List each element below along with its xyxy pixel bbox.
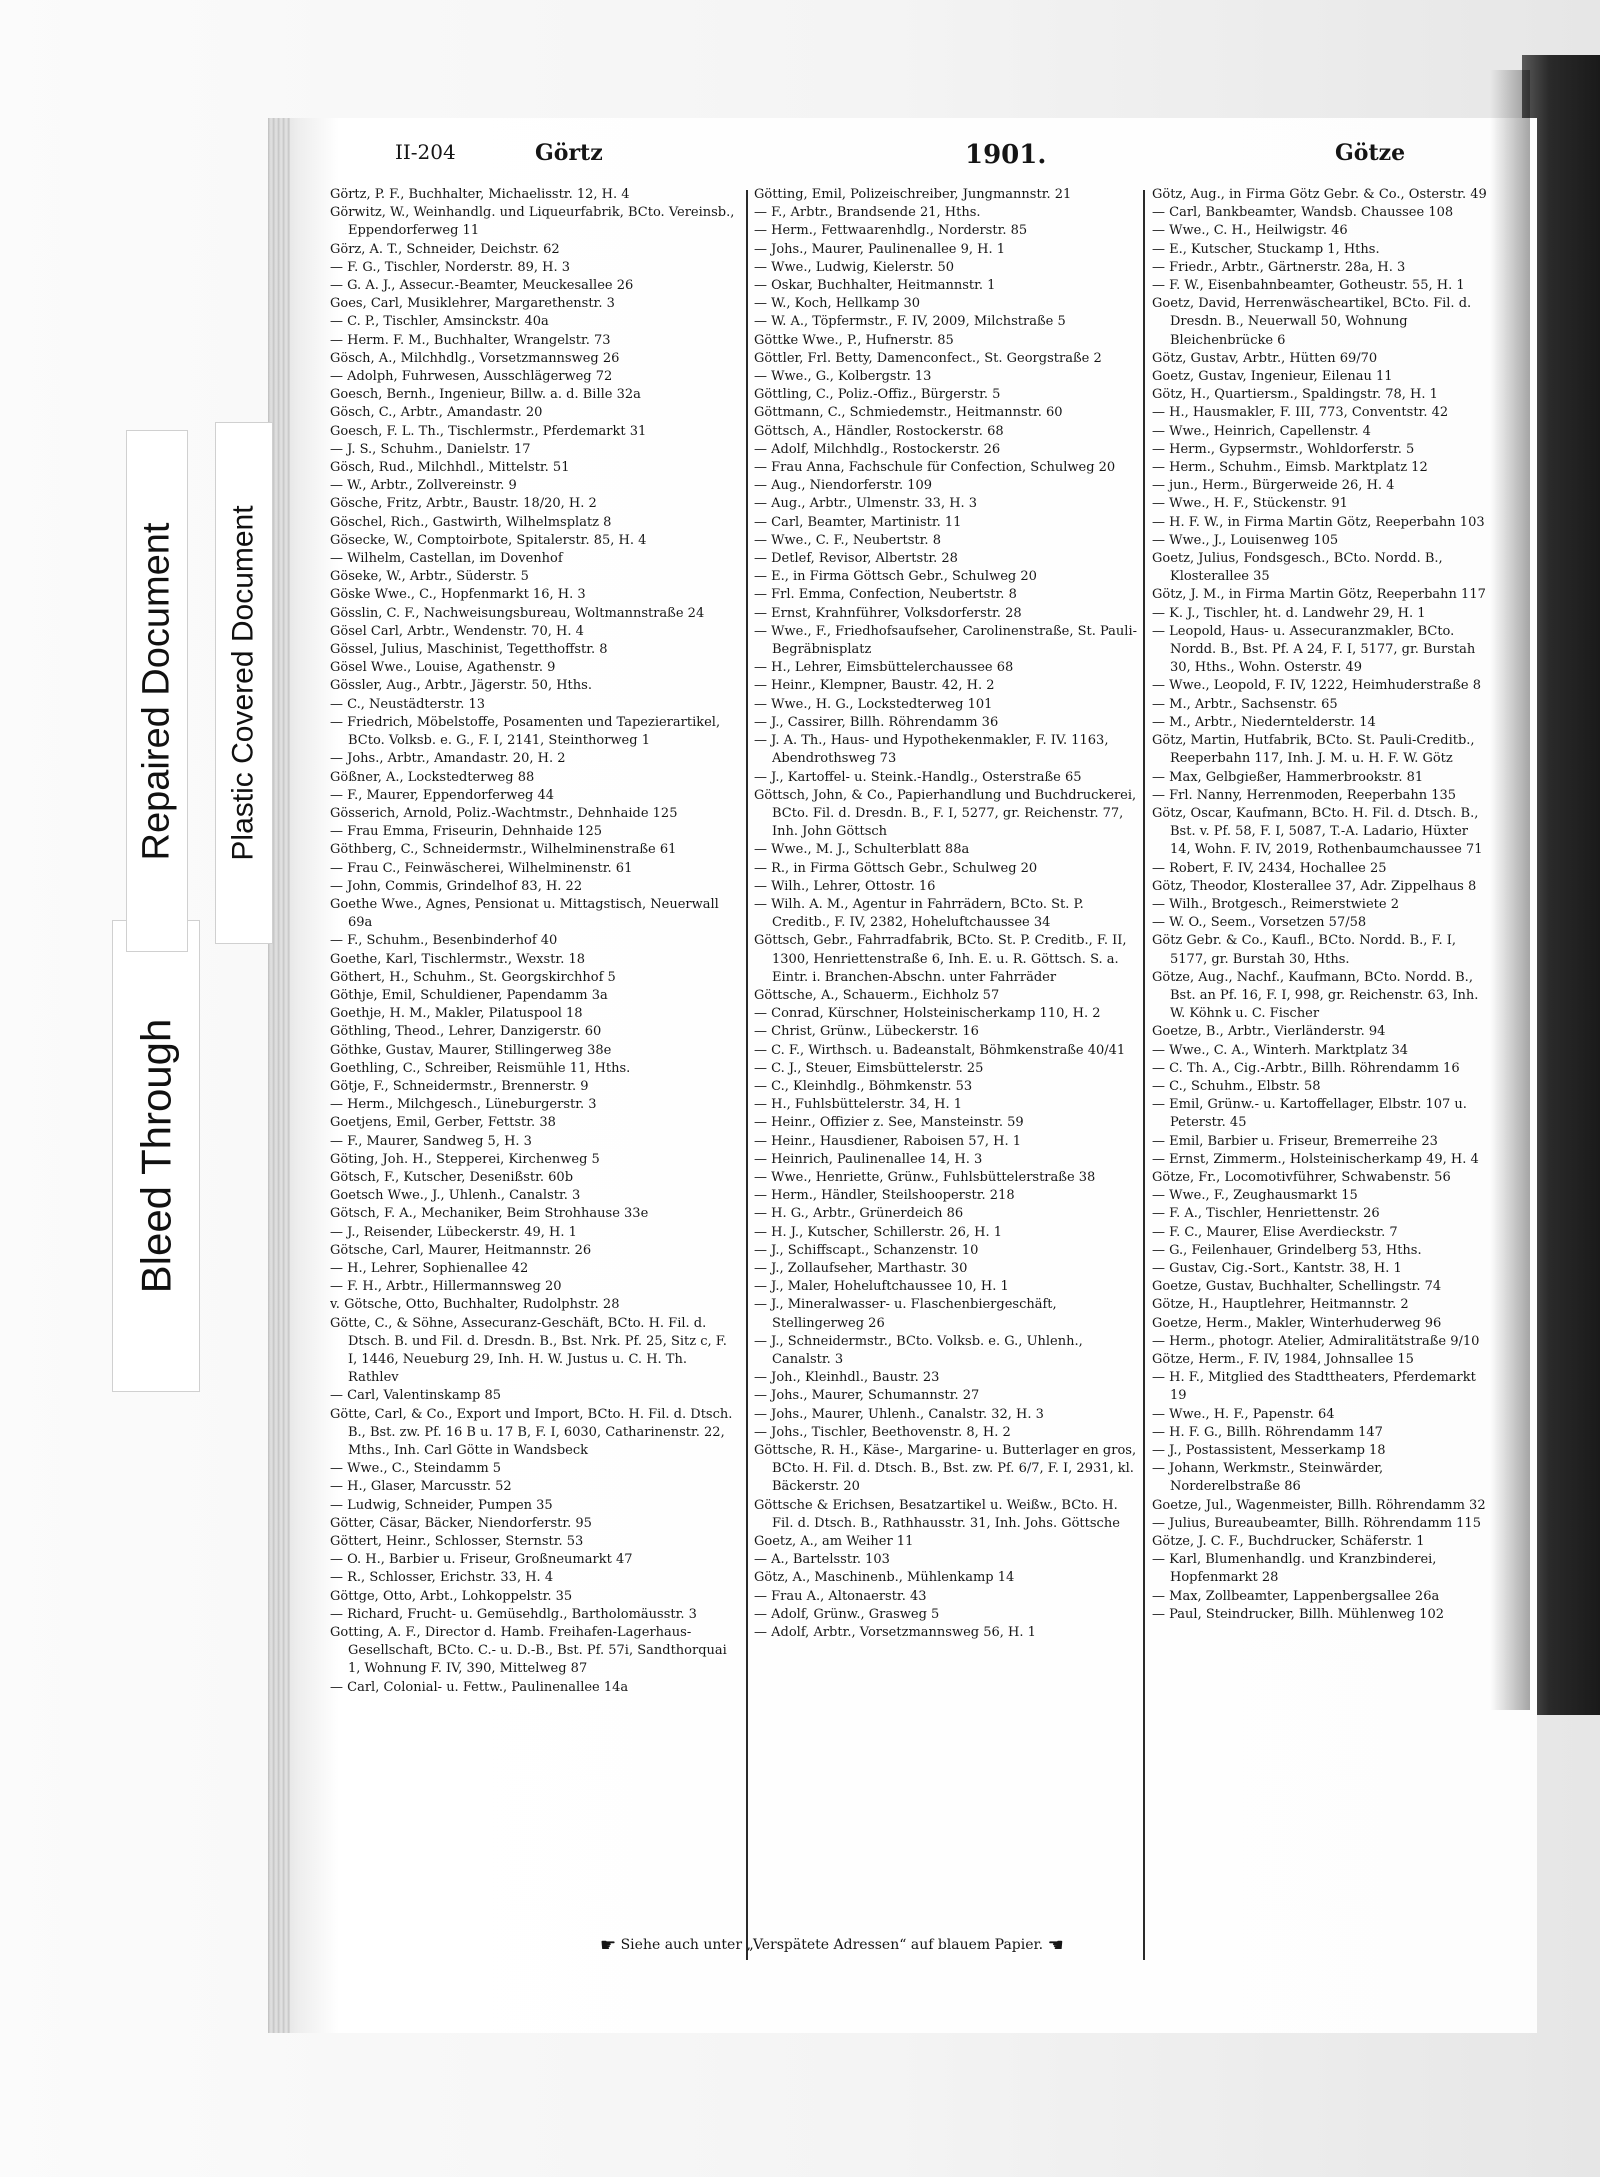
directory-entry: — H., Lehrer, Eimsbüttelerchaussee 68	[754, 660, 1014, 676]
directory-entry: — Frl. Nanny, Herrenmoden, Reeperbahn 135	[1152, 787, 1457, 803]
directory-entry: — C., Schuhm., Elbstr. 58	[1152, 1078, 1321, 1094]
directory-entry: Göske Wwe., C., Hopfenmarkt 16, H. 3	[330, 587, 586, 603]
directory-entry: Görz, A. T., Schneider, Deichstr. 62	[330, 241, 560, 257]
page-footer-note	[600, 1935, 1300, 1956]
directory-entry: — C. F., Wirthsch. u. Badeanstalt, Böhmkenstraße 40/41	[754, 1042, 1126, 1058]
directory-entry: Göschel, Rich., Gastwirth, Wilhelmsplatz 8	[330, 514, 612, 530]
directory-entry: — Wwe., Heinrich, Capellenstr. 4	[1152, 423, 1371, 439]
plastic-covered-text: Plastic Covered Document	[227, 505, 260, 861]
directory-entry: Goetze, B., Arbtr., Vierländerstr. 94	[1152, 1024, 1386, 1040]
directory-entry: — Johann, Werkmstr., Steinwärder, Norderelbstraße 86	[1152, 1461, 1384, 1495]
directory-entry: Götz, Theodor, Klosterallee 37, Adr. Zippelhaus 8	[1152, 878, 1477, 894]
directory-entry: — Johs., Tischler, Beethovenstr. 8, H. 2	[754, 1424, 1011, 1440]
directory-entry: Götze, H., Hauptlehrer, Heitmannstr. 2	[1152, 1297, 1409, 1313]
directory-entry: — R., Schlosser, Erichstr. 33, H. 4	[330, 1570, 554, 1586]
directory-entry: — H. G., Arbtr., Grünerdeich 86	[754, 1206, 964, 1222]
repaired-document-text: Repaired Document	[135, 522, 178, 860]
directory-entry: — Conrad, Kürschner, Holsteinischerkamp 110, H. 2	[754, 1006, 1101, 1022]
directory-entry: Gösserich, Arnold, Poliz.-Wachtmstr., Dehnhaide 125	[330, 805, 678, 821]
directory-entry: Götting, Emil, Polizeischreiber, Jungmannstr. 21	[754, 187, 1072, 202]
directory-entry: — Carl, Valentinskamp 85	[330, 1388, 502, 1404]
directory-entry: — Wwe., Leopold, F. IV, 1222, Heimhuderstraße 8	[1152, 678, 1482, 694]
directory-entry: Göttsch, John, & Co., Papierhandlung und Buchdruckerei, BCto. Fil. d. Dresdn. B., F. I, 5277, gr. Reichenstr. 77, Inh. John Göttsch	[754, 787, 1137, 840]
directory-entry: — H., Hausmakler, F. III, 773, Conventstr. 42	[1152, 405, 1449, 421]
directory-entry: Goethje, H. M., Makler, Pilatuspool 18	[330, 1006, 583, 1022]
directory-entry: Göthke, Gustav, Maurer, Stillingerweg 38e	[330, 1042, 612, 1058]
directory-entry: — Wwe., C. F., Neubertstr. 8	[754, 532, 941, 548]
directory-entry: — G., Feilenhauer, Grindelberg 53, Hths.	[1152, 1242, 1422, 1258]
directory-entry: — Frau C., Feinwäscherei, Wilhelminenstr. 61	[330, 860, 633, 876]
directory-entry: Goetze, Jul., Wagenmeister, Billh. Röhrendamm 32	[1152, 1497, 1486, 1513]
bleed-through-label	[112, 920, 200, 1392]
directory-entry: Götze, J. C. F., Buchdrucker, Schäferstr. 1	[1152, 1534, 1425, 1550]
directory-entry: — J., Zollaufseher, Marthastr. 30	[754, 1260, 968, 1276]
directory-entry: Göttsche, A., Schauerm., Eichholz 57	[754, 987, 1000, 1003]
directory-entry: — Wilh., Brotgesch., Reimerstwiete 2	[1152, 896, 1399, 912]
directory-entry: Goesch, Bernh., Ingenieur, Billw. a. d. Bille 32a	[330, 387, 641, 403]
pointing-hand-icon: ☛	[600, 1935, 617, 1956]
directory-entry: — Wwe., J., Louisenweg 105	[1152, 532, 1339, 548]
directory-entry: — Heinr., Offizier z. See, Mansteinstr. 59	[754, 1115, 1024, 1131]
directory-entry: — Herm., Schuhm., Eimsb. Marktplatz 12	[1152, 460, 1428, 476]
directory-entry: Göthje, Emil, Schuldiener, Papendamm 3a	[330, 987, 608, 1003]
right-running-head: Götze	[1335, 140, 1406, 166]
directory-entry: — J., Schiffscapt., Schanzenstr. 10	[754, 1242, 979, 1258]
left-column	[330, 186, 740, 1966]
directory-entry: Gößner, A., Lockstedterweg 88	[330, 769, 535, 785]
directory-entry: — R., in Firma Göttsch Gebr., Schulweg 20	[754, 860, 1038, 876]
directory-entry: Görwitz, W., Weinhandlg. und Liqueurfabrik, BCto. Vereinsb., Eppendorferweg 11	[330, 205, 735, 239]
directory-entry: — J. A. Th., Haus- und Hypothekenmakler, F. IV. 1163, Abendrothsweg 73	[754, 733, 1109, 767]
directory-entry: — Herm., Milchgesch., Lüneburgerstr. 3	[330, 1097, 597, 1113]
directory-entry: — Adolf, Grünw., Grasweg 5	[754, 1606, 940, 1622]
directory-entry: — C. P., Tischler, Amsinckstr. 40a	[330, 314, 549, 330]
directory-entry: Goetsch Wwe., J., Uhlenh., Canalstr. 3	[330, 1188, 581, 1204]
directory-entry: — W. A., Töpfermstr., F. IV, 2009, Milchstraße 5	[754, 314, 1066, 330]
directory-entry: — M., Arbtr., Niederntelderstr. 14	[1152, 714, 1376, 730]
directory-entry: — Ernst, Krahnführer, Volksdorferstr. 28	[754, 605, 1022, 621]
directory-entry: Göttke Wwe., P., Hufnerstr. 85	[754, 332, 954, 348]
directory-entry: Götz, Oscar, Kaufmann, BCto. H. Fil. d. Dtsch. B., Bst. v. Pf. 58, F. I, 5087, T.-A. Ladario, Hüxter 14, Wohn. F. IV, 2019, Rothenbaumchaussee 71	[1152, 805, 1483, 858]
directory-entry: — A., Bartelsstr. 103	[754, 1552, 890, 1568]
directory-entry: — J., Cassirer, Billh. Röhrendamm 36	[754, 714, 999, 730]
directory-entry: Gotting, A. F., Director d. Hamb. Freihafen-Lagerhaus-Gesellschaft, BCto. C.- u. D.-B., Bst. Pf. 57i, Sandthorquai 1, Wohnung F. IV, 390, Mittelweg 87	[330, 1625, 727, 1677]
plastic-covered-label	[215, 422, 273, 944]
directory-entry: Göthberg, C., Schneidermstr., Wilhelminenstraße 61	[330, 842, 677, 858]
directory-entry: Gössel, Julius, Maschinist, Tegetthoffstr. 8	[330, 642, 608, 658]
directory-entry: — K. J., Tischler, ht. d. Landwehr 29, H. 1	[1152, 605, 1426, 621]
directory-entry: — Max, Gelbgießer, Hammerbrookstr. 81	[1152, 769, 1424, 785]
directory-entry: — J., Maler, Hoheluftchaussee 10, H. 1	[754, 1279, 1009, 1295]
directory-entry: — Wilhelm, Castellan, im Dovenhof	[330, 551, 563, 567]
directory-entry: Göting, Joh. H., Stepperei, Kirchenweg 5	[330, 1151, 600, 1167]
directory-entry: — Max, Zollbeamter, Lappenbergsallee 26a	[1152, 1588, 1440, 1604]
directory-entry: — Adolf, Milchhdlg., Rostockerstr. 26	[754, 441, 1001, 457]
left-running-head: Görtz	[535, 140, 603, 166]
directory-entry: — H. F. G., Billh. Röhrendamm 147	[1152, 1424, 1383, 1440]
directory-entry: Goes, Carl, Musiklehrer, Margarethenstr. 3	[330, 296, 615, 312]
directory-entry: — Adolf, Arbtr., Vorsetzmannsweg 56, H. 1	[754, 1625, 1036, 1641]
directory-entry: — Ernst, Zimmerm., Holsteinischerkamp 49, H. 4	[1152, 1151, 1479, 1167]
bleed-through-text: Bleed Through	[132, 1018, 180, 1294]
directory-entry: — H. F., Mitglied des Stadttheaters, Pferdemarkt 19	[1152, 1370, 1476, 1404]
directory-entry: — jun., Herm., Bürgerweide 26, H. 4	[1152, 478, 1395, 494]
directory-entry: — M., Arbtr., Sachsenstr. 65	[1152, 696, 1338, 712]
directory-entry: Goethe, Karl, Tischlermstr., Wexstr. 18	[330, 951, 585, 967]
page-header	[395, 140, 1555, 180]
directory-entry: — Robert, F. IV, 2434, Hochallee 25	[1152, 860, 1387, 876]
directory-entry: — F., Maurer, Eppendorferweg 44	[330, 787, 555, 803]
page-binding-fold	[268, 118, 290, 2033]
directory-entry: — F. H., Arbtr., Hillermannsweg 20	[330, 1279, 562, 1295]
directory-entry: Gössler, Aug., Arbtr., Jägerstr. 50, Hths.	[330, 678, 592, 694]
directory-entry: — H. F. W., in Firma Martin Götz, Reeperbahn 103	[1152, 514, 1485, 530]
directory-entry: Götz, Aug., in Firma Götz Gebr. & Co., Osterstr. 49	[1152, 187, 1487, 202]
directory-entry: Gösel Wwe., Louise, Agathenstr. 9	[330, 660, 556, 676]
directory-entry: — E., in Firma Göttsch Gebr., Schulweg 20	[754, 569, 1037, 585]
directory-entry: — Frau A., Altonaerstr. 43	[754, 1588, 927, 1604]
directory-entry: — Wwe., G., Kolbergstr. 13	[754, 369, 932, 385]
directory-entry: — Wilh. A. M., Agentur in Fahrrädern, BCto. St. P. Creditb., F. IV, 2382, Hoheluftchaussee 34	[754, 896, 1084, 931]
directory-entry: Gösecke, W., Comptoirbote, Spitalerstr. 85, H. 4	[330, 532, 647, 548]
directory-entry: — Johs., Maurer, Paulinenallee 9, H. 1	[754, 241, 1006, 257]
directory-entry: — Heinr., Klempner, Baustr. 42, H. 2	[754, 678, 995, 694]
directory-entry: — C. Th. A., Cig.-Arbtr., Billh. Röhrendamm 16	[1152, 1060, 1460, 1076]
directory-entry: — Herm., photogr. Atelier, Admiralitätstraße 9/10	[1152, 1333, 1480, 1349]
directory-entry: Gösche, Fritz, Arbtr., Baustr. 18/20, H. 2	[330, 496, 597, 512]
directory-entry: — G. A. J., Assecur.-Beamter, Meuckesallee 26	[330, 278, 634, 294]
directory-entry: — Wwe., H. F., Papenstr. 64	[1152, 1406, 1335, 1422]
directory-entry: — F. W., Eisenbahnbeamter, Gotheustr. 55, H. 1	[1152, 278, 1465, 294]
directory-entry: — Paul, Steindrucker, Billh. Mühlenweg 102	[1152, 1606, 1445, 1622]
directory-entry: Götter, Cäsar, Bäcker, Niendorferstr. 95	[330, 1515, 592, 1531]
directory-entry: Gösel Carl, Arbtr., Wendenstr. 70, H. 4	[330, 623, 584, 639]
directory-entry: — Herm. F. M., Buchhalter, Wrangelstr. 73	[330, 332, 611, 348]
directory-entry: Goetz, Gustav, Ingenieur, Eilenau 11	[1152, 369, 1393, 385]
directory-entry: Goethe Wwe., Agnes, Pensionat u. Mittagstisch, Neuerwall 69a	[330, 896, 719, 931]
directory-entry: — W., Arbtr., Zollvereinstr. 9	[330, 478, 517, 494]
column-divider	[1143, 190, 1145, 1960]
directory-entry: — Wwe., M. J., Schulterblatt 88a	[754, 842, 970, 858]
directory-entry: Götze, Aug., Nachf., Kaufmann, BCto. Nordd. B., Bst. an Pf. 16, F. I, 998, gr. Reichenstr. 63, Inh. W. Köhnk u. C. Fischer	[1152, 969, 1479, 1022]
directory-entry: Gösch, A., Milchhdlg., Vorsetzmannsweg 26	[330, 350, 620, 366]
directory-entry: Gösslin, C. F., Nachweisungsbureau, Woltmannstraße 24	[330, 605, 705, 621]
directory-entry: — Emil, Barbier u. Friseur, Bremerreihe 23	[1152, 1133, 1438, 1149]
directory-entry: Göttge, Otto, Arbt., Lohkoppelstr. 35	[330, 1588, 573, 1604]
directory-entry: — F., Schuhm., Besenbinderhof 40	[330, 933, 558, 949]
directory-entry: — J., Kartoffel- u. Steink.-Handlg., Osterstraße 65	[754, 769, 1082, 785]
directory-entry: — Johs., Arbtr., Amandastr. 20, H. 2	[330, 751, 566, 767]
directory-entry: — Wwe., H. G., Lockstedterweg 101	[754, 696, 993, 712]
directory-entry: — Aug., Arbtr., Ulmenstr. 33, H. 3	[754, 496, 978, 512]
directory-entry: — Wwe., F., Zeughausmarkt 15	[1152, 1188, 1358, 1204]
directory-entry: — O. H., Barbier u. Friseur, Großneumarkt 47	[330, 1552, 633, 1568]
directory-entry: — F., Arbtr., Brandsende 21, Hths.	[754, 205, 981, 221]
directory-entry: — Frau Emma, Friseurin, Dehnhaide 125	[330, 824, 603, 840]
directory-entry: — F., Maurer, Sandweg 5, H. 3	[330, 1133, 532, 1149]
directory-entry: — Carl, Bankbeamter, Wandsb. Chaussee 108	[1152, 205, 1454, 221]
directory-entry: — Carl, Colonial- u. Fettw., Paulinenallee 14a	[330, 1679, 629, 1695]
middle-column	[754, 186, 1138, 1966]
directory-entry: Gösch, C., Arbtr., Amandastr. 20	[330, 405, 543, 421]
directory-entry: Götje, F., Schneidermstr., Brennerstr. 9	[330, 1078, 589, 1094]
directory-entry: — Wwe., Ludwig, Kielerstr. 50	[754, 259, 955, 275]
directory-entry: — Friedr., Arbtr., Gärtnerstr. 28a, H. 3	[1152, 259, 1406, 275]
directory-entry: — Johs., Maurer, Uhlenh., Canalstr. 32, H. 3	[754, 1406, 1044, 1422]
directory-entry: — Frl. Emma, Confection, Neubertstr. 8	[754, 587, 1017, 603]
directory-entry: Götte, C., & Söhne, Assecuranz-Geschäft, BCto. H. Fil. d. Dtsch. B. und Fil. d. Dresdn. B., Bst. Nrk. Pf. 25, Sitz c, F. I, 1446, Neueburg 29, Inh. H. W. Justus u. C. H. Th. Rathlev	[330, 1315, 727, 1386]
directory-entry: — Wilh., Lehrer, Ottostr. 16	[754, 878, 936, 894]
directory-entry: — Herm., Gypsermstr., Wohldorferstr. 5	[1152, 441, 1415, 457]
directory-entry: Goesch, F. L. Th., Tischlermstr., Pferdemarkt 31	[330, 423, 647, 439]
directory-entry: — Herm., Händler, Steilshooperstr. 218	[754, 1188, 1015, 1204]
directory-entry: — Friedrich, Möbelstoffe, Posamenten und Tapezierartikel, BCto. Volksb. e. G., F. I, 2141, Steinthorweg 1	[330, 714, 721, 749]
directory-entry: Götsche, Carl, Maurer, Heitmannstr. 26	[330, 1242, 592, 1258]
directory-entry: — C., Kleinhdlg., Böhmkenstr. 53	[754, 1078, 973, 1094]
directory-entry: — C. J., Steuer, Eimsbüttelerstr. 25	[754, 1060, 984, 1076]
directory-entry: — C., Neustädterstr. 13	[330, 696, 486, 712]
page-edge-shadow	[1490, 70, 1530, 1710]
directory-entry: Götsch, F., Kutscher, Desenißstr. 60b	[330, 1169, 574, 1185]
directory-entry: — J., Mineralwasser- u. Flaschenbiergeschäft, Stellingerweg 26	[754, 1297, 1057, 1331]
directory-entry: — W. O., Seem., Vorsetzen 57/58	[1152, 915, 1367, 931]
directory-entry: Gösch, Rud., Milchhdl., Mittelstr. 51	[330, 460, 570, 476]
directory-entry: — Richard, Frucht- u. Gemüsehdlg., Bartholomäusstr. 3	[330, 1606, 697, 1622]
directory-entry: — J., Reisender, Lübeckerstr. 49, H. 1	[330, 1224, 577, 1240]
directory-entry: — Wwe., C., Steindamm 5	[330, 1461, 502, 1477]
directory-entry: Götsch, F. A., Mechaniker, Beim Strohhause 33e	[330, 1206, 649, 1222]
directory-entry: Götz, J. M., in Firma Martin Götz, Reeperbahn 117	[1152, 587, 1486, 603]
directory-entry: — H. J., Kutscher, Schillerstr. 26, H. 1	[754, 1224, 1002, 1240]
directory-entry: — J., Schneidermstr., BCto. Volksb. e. G., Uhlenh., Canalstr. 3	[754, 1333, 1083, 1367]
directory-entry: — Wwe., C. A., Winterh. Marktplatz 34	[1152, 1042, 1409, 1058]
directory-entry: — Ludwig, Schneider, Pumpen 35	[330, 1497, 553, 1513]
page-number: II-204	[395, 140, 456, 164]
directory-entry: — Heinr., Hausdiener, Raboisen 57, H. 1	[754, 1133, 1021, 1149]
directory-entry: Göttsche & Erichsen, Besatzartikel u. Weißw., BCto. H. Fil. d. Dtsch. B., Rathhausstr. 31, Inh. Johs. Göttsche	[754, 1497, 1120, 1531]
directory-entry: Göttert, Heinr., Schlosser, Sternstr. 53	[330, 1534, 584, 1550]
directory-entry: — Gustav, Cig.-Sort., Kantstr. 38, H. 1	[1152, 1260, 1402, 1276]
directory-entry: Goethling, C., Schreiber, Reismühle 11, Hths.	[330, 1060, 631, 1076]
directory-entry: — F. C., Maurer, Elise Averdieckstr. 7	[1152, 1224, 1398, 1240]
directory-entry: — Wwe., Henriette, Grünw., Fuhlsbüttelerstraße 38	[754, 1169, 1096, 1185]
directory-entry: Görtz, P. F., Buchhalter, Michaelisstr. 12, H. 4	[330, 187, 630, 202]
directory-entry: — Aug., Niendorferstr. 109	[754, 478, 933, 494]
directory-entry: — John, Commis, Grindelhof 83, H. 22	[330, 878, 583, 894]
directory-entry: — Wwe., H. F., Stückenstr. 91	[1152, 496, 1348, 512]
directory-entry: Götz Gebr. & Co., Kaufl., BCto. Nordd. B., F. I, 5177, gr. Burstah 30, Hths.	[1152, 933, 1457, 967]
directory-entry: — Johs., Maurer, Schumannstr. 27	[754, 1388, 980, 1404]
pointing-hand-icon: ☚	[1047, 1935, 1064, 1956]
directory-entry: Götz, H., Quartiersm., Spaldingstr. 78, H. 1	[1152, 387, 1438, 403]
directory-entry: — H., Glaser, Marcusstr. 52	[330, 1479, 512, 1495]
directory-entry: — W., Koch, Hellkamp 30	[754, 296, 921, 312]
directory-entry: — Carl, Beamter, Martinistr. 11	[754, 514, 962, 530]
directory-entry: Göttler, Frl. Betty, Damenconfect., St. Georgstraße 2	[754, 350, 1102, 366]
directory-entry: Goetjens, Emil, Gerber, Fettstr. 38	[330, 1115, 556, 1131]
year-heading: 1901.	[965, 140, 1047, 170]
directory-entry: Goetz, David, Herrenwäscheartikel, BCto. Fil. d. Dresdn. B., Neuerwall 50, Wohnung Bleichenbrücke 6	[1152, 296, 1472, 348]
directory-entry: Goetze, Gustav, Buchhalter, Schellingstr. 74	[1152, 1279, 1442, 1295]
directory-entry: Götze, Herm., F. IV, 1984, Johnsallee 15	[1152, 1352, 1414, 1367]
directory-entry: — E., Kutscher, Stuckamp 1, Hths.	[1152, 241, 1380, 257]
directory-entry: Göttsch, A., Händler, Rostockerstr. 68	[754, 423, 1004, 439]
directory-entry: Göseke, W., Arbtr., Süderstr. 5	[330, 569, 529, 585]
directory-entry: Göttsch, Gebr., Fahrradfabrik, BCto. St. P. Creditb., F. II, 1300, Henriettenstraße 6, Inh. E. u. R. Göttsch. S. a. Eintr. i. Branchen-Abschn. unter Fahrräder	[754, 933, 1127, 985]
directory-entry: — J. S., Schuhm., Danielstr. 17	[330, 441, 531, 457]
directory-entry: Goetz, Julius, Fondsgesch., BCto. Nordd. B., Klosterallee 35	[1152, 551, 1443, 585]
directory-entry: Göthling, Theod., Lehrer, Danzigerstr. 60	[330, 1024, 602, 1040]
directory-entry: — Detlef, Revisor, Albertstr. 28	[754, 551, 958, 567]
column-divider	[746, 190, 748, 1960]
directory-entry: — Wwe., C. H., Heilwigstr. 46	[1152, 223, 1348, 239]
directory-entry: Götz, A., Maschinenb., Mühlenkamp 14	[754, 1570, 1015, 1586]
directory-entry: — Christ, Grünw., Lübeckerstr. 16	[754, 1024, 979, 1040]
repaired-document-label	[126, 430, 188, 952]
directory-entry: — Karl, Blumenhandlg. und Kranzbinderei, Hopfenmarkt 28	[1152, 1552, 1437, 1586]
directory-entry: Goetz, A., am Weiher 11	[754, 1534, 914, 1550]
directory-entry: — H., Fuhlsbüttelerstr. 34, H. 1	[754, 1097, 962, 1113]
directory-entry: Goetze, Herm., Makler, Winterhuderweg 96	[1152, 1315, 1442, 1331]
directory-entry: — H., Lehrer, Sophienallee 42	[330, 1260, 529, 1276]
directory-entry: v. Götsche, Otto, Buchhalter, Rudolphstr. 28	[330, 1297, 620, 1313]
directory-entry: Götz, Martin, Hutfabrik, BCto. St. Pauli-Creditb., Reeperbahn 117, Inh. J. M. u. H. F. W. Götz	[1152, 733, 1475, 767]
directory-entry: — Leopold, Haus- u. Assecuranzmakler, BCto. Nordd. B., Bst. Pf. A 24, F. I, 5177, gr. Burstah 30, Hths., Wohn. Osterstr. 49	[1152, 623, 1476, 676]
directory-entry: — Wwe., F., Friedhofsaufseher, Carolinenstraße, St. Pauli-Begräbnisplatz	[754, 623, 1137, 658]
directory-entry: — J., Postassistent, Messerkamp 18	[1152, 1443, 1386, 1459]
footer-text: Siehe auch unter „Verspätete Adressen“ auf blauem Papier.	[620, 1937, 1044, 1953]
directory-entry: Göttmann, C., Schmiedemstr., Heitmannstr. 60	[754, 405, 1063, 421]
directory-entry: — Adolph, Fuhrwesen, Ausschlägerweg 72	[330, 369, 613, 385]
directory-entry: Götte, Carl, & Co., Export und Import, BCto. H. Fil. d. Dtsch. B., Bst. zw. Pf. 16 B u. 17 B, F. I, 6030, Catharinenstr. 22, Mths., Inh. Carl Götte in Wandsbeck	[330, 1406, 733, 1459]
directory-entry: — Heinrich, Paulinenallee 14, H. 3	[754, 1151, 983, 1167]
directory-entry: — Herm., Fettwaarenhdlg., Norderstr. 85	[754, 223, 1028, 239]
directory-entry: Götze, Fr., Locomotivführer, Schwabenstr. 56	[1152, 1169, 1451, 1185]
directory-entry: Göthert, H., Schuhm., St. Georgskirchhof 5	[330, 969, 616, 985]
directory-entry: — Joh., Kleinhdl., Baustr. 23	[754, 1370, 940, 1386]
directory-entry: — Frau Anna, Fachschule für Confection, Schulweg 20	[754, 460, 1116, 476]
directory-entry: — F. A., Tischler, Henriettenstr. 26	[1152, 1206, 1380, 1222]
directory-entry: — Emil, Grünw.- u. Kartoffellager, Elbstr. 107 u. Peterstr. 45	[1152, 1097, 1467, 1131]
directory-entry: Göttling, C., Poliz.-Offiz., Bürgerstr. 5	[754, 387, 1001, 403]
directory-entry: Götz, Gustav, Arbtr., Hütten 69/70	[1152, 350, 1378, 366]
directory-entry: — Julius, Bureaubeamter, Billh. Röhrendamm 115	[1152, 1515, 1481, 1531]
directory-entry: Göttsche, R. H., Käse-, Margarine- u. Butterlager en gros, BCto. H. Fil. d. Dtsch. B., Bst. zw. Pf. 6/7, F. I, 2931, kl. Bäckerstr. 20	[754, 1443, 1137, 1495]
directory-entry: — Oskar, Buchhalter, Heitmannstr. 1	[754, 278, 996, 294]
directory-entry: — F. G., Tischler, Norderstr. 89, H. 3	[330, 259, 571, 275]
right-column	[1152, 186, 1492, 1966]
